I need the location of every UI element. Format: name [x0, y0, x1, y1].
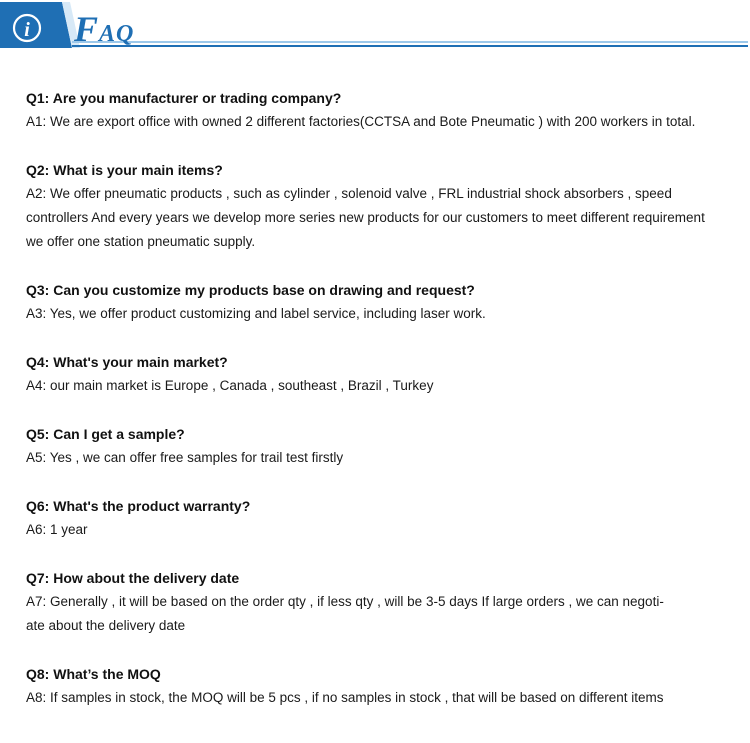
faq-item-7	[26, 566, 738, 638]
answer: A5: Yes , we can offer free samples for trail test firstly	[26, 450, 344, 465]
header-blue-block	[0, 2, 72, 48]
answer-line: A7: Generally , it will be based on the order qty , if less qty , will be 3-5 days If large orders , we can negoti-	[26, 594, 664, 609]
answer-line: controllers And every years we develop more series new products for our customers to meet different requirement	[26, 210, 705, 225]
question: Q1: Are you manufacturer or trading company?	[26, 90, 342, 106]
faq-header	[0, 0, 750, 52]
faq-item-8	[26, 662, 738, 710]
faq-item-3	[26, 278, 738, 326]
question: Q4: What's your main market?	[26, 354, 228, 370]
answer: A6: 1 year	[26, 522, 88, 537]
faq-item-2	[26, 158, 738, 254]
answer-line: ate about the delivery date	[26, 618, 186, 633]
title-rest: AQ	[99, 21, 135, 47]
faq-item-6	[26, 494, 738, 542]
answer: A1: We are export office with owned 2 different factories(CCTSA and Bote Pneumatic ) with 200 workers in total.	[26, 114, 696, 129]
question: Q7: How about the delivery date	[26, 570, 240, 586]
question: Q2: What is your main items?	[26, 162, 223, 178]
question: Q8: What’s the MOQ	[26, 666, 161, 682]
question: Q3: Can you customize my products base on drawing and request?	[26, 282, 475, 298]
faq-list	[26, 86, 738, 734]
question: Q5: Can I get a sample?	[26, 426, 185, 442]
page-title	[74, 8, 134, 50]
title-first-letter: F	[74, 9, 100, 49]
faq-item-5	[26, 422, 738, 470]
answer-line: A2: We offer pneumatic products , such as cylinder , solenoid valve , FRL industrial shock absorbers , speed	[26, 186, 672, 201]
answer: A3: Yes, we offer product customizing and label service, including laser work.	[26, 306, 486, 321]
answer: A8: If samples in stock, the MOQ will be 5 pcs , if no samples in stock , that will be based on different items	[26, 690, 664, 705]
faq-item-4	[26, 350, 738, 398]
svg-text:i: i	[24, 19, 30, 41]
question: Q6: What's the product warranty?	[26, 498, 251, 514]
answer: A4: our main market is Europe , Canada , southeast , Brazil , Turkey	[26, 378, 434, 393]
faq-item-1	[26, 86, 738, 134]
answer-line: we offer one station pneumatic supply.	[26, 234, 256, 249]
